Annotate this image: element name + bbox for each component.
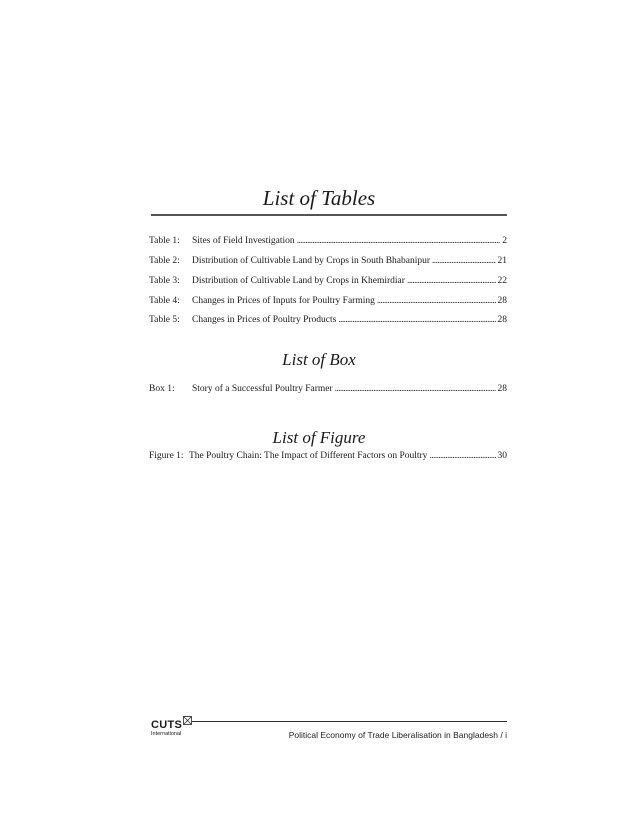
toc-entry-table-2[interactable] bbox=[149, 256, 507, 266]
entry-title: Distribution of Cultivable Land by Crops in South Bhabanipur bbox=[192, 256, 431, 266]
entry-number: Box 1: bbox=[149, 384, 175, 394]
dot-leader bbox=[432, 256, 495, 266]
heading-divider bbox=[151, 214, 507, 216]
entry-title: Distribution of Cultivable Land by Crops in Khemirdiar bbox=[192, 276, 405, 286]
list-of-box-heading: List of Box bbox=[282, 350, 356, 369]
entry-number: Figure 1: bbox=[149, 451, 184, 461]
entry-number: Table 2: bbox=[149, 256, 180, 266]
entry-number: Table 5: bbox=[149, 315, 180, 325]
globe-mark-icon bbox=[183, 716, 192, 725]
entry-page: 22 bbox=[497, 276, 507, 286]
entry-title: The Poultry Chain: The Impact of Different Factors on Poultry bbox=[189, 451, 428, 461]
entry-title: Changes in Prices of Inputs for Poultry Farming bbox=[192, 296, 375, 306]
toc-entry-table-1[interactable] bbox=[149, 236, 507, 246]
toc-entry-table-4[interactable] bbox=[149, 296, 507, 306]
entry-page: 28 bbox=[497, 384, 507, 394]
list-of-figure-heading: List of Figure bbox=[272, 428, 366, 447]
entry-page: 28 bbox=[497, 315, 507, 325]
entry-number: Table 1: bbox=[149, 236, 180, 246]
entry-page: 21 bbox=[497, 256, 507, 266]
dot-leader bbox=[377, 296, 496, 306]
entry-number: Table 3: bbox=[149, 276, 180, 286]
dot-leader bbox=[407, 276, 496, 286]
list-of-tables-heading: List of Tables bbox=[262, 186, 376, 210]
dot-leader bbox=[429, 451, 495, 461]
dot-leader bbox=[335, 384, 496, 394]
entry-number: Table 4: bbox=[149, 296, 180, 306]
footer-divider bbox=[192, 721, 507, 722]
logo-subtext: International bbox=[151, 731, 182, 737]
toc-entry-box-1[interactable] bbox=[149, 384, 507, 394]
cuts-logo bbox=[151, 716, 193, 738]
dot-leader bbox=[297, 236, 501, 246]
dot-leader bbox=[338, 315, 495, 325]
toc-entry-table-3[interactable] bbox=[149, 276, 507, 286]
entry-title: Changes in Prices of Poultry Products bbox=[192, 315, 337, 325]
entry-page: 2 bbox=[502, 236, 507, 246]
entry-page: 30 bbox=[497, 451, 507, 461]
toc-entry-figure-1[interactable] bbox=[149, 451, 507, 461]
logo-text: CUTS bbox=[151, 719, 183, 731]
entry-page: 28 bbox=[497, 296, 507, 306]
toc-entry-table-5[interactable] bbox=[149, 315, 507, 325]
running-footer: Political Economy of Trade Liberalisation in Bangladesh / i bbox=[288, 730, 507, 740]
entry-title: Sites of Field Investigation bbox=[192, 236, 295, 246]
entry-title: Story of a Successful Poultry Farmer bbox=[192, 384, 333, 394]
